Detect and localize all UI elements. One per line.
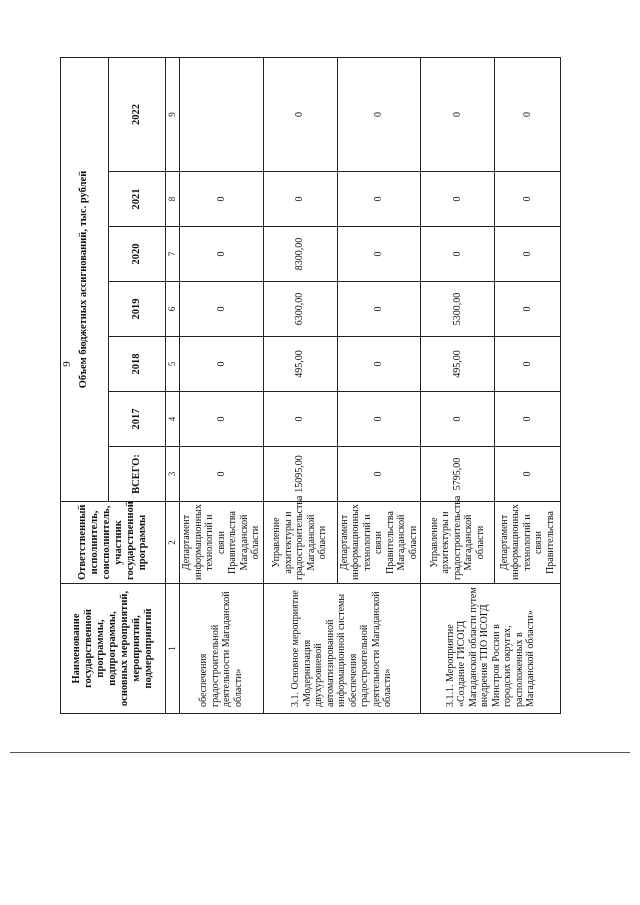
table-row — [263, 58, 337, 714]
value-cell: 0 — [337, 227, 421, 282]
value-cell: 0 — [180, 392, 264, 447]
value-cell: 0 — [180, 227, 264, 282]
header-name: Наименование государственной программы, подпрограммы, основных мероприятий, мероприятий, подмероприятий — [61, 584, 166, 714]
row-executor: Департамент информационных технологий и связи Правительства Магаданской области — [337, 502, 421, 584]
value-cell: 0 — [337, 337, 421, 392]
header-year-2019: 2019 — [109, 282, 166, 337]
page-number: 9 — [61, 361, 73, 367]
value-cell: 0 — [495, 447, 561, 502]
value-cell: 8300,00 — [263, 227, 337, 282]
row-executor: Управление архитектуры и градостроительства Магаданской области — [263, 502, 337, 584]
value-cell: 6300,00 — [263, 282, 337, 337]
header-row-1 — [61, 58, 109, 714]
page-divider-line — [10, 752, 630, 753]
table-row — [421, 58, 495, 714]
index-cell: 1 — [166, 584, 180, 714]
value-cell: 5795,00 — [421, 447, 495, 502]
row-name: 3.1.1. Мероприятие «Создание ГИСОГД Магаданской области путем внедрения ТПО ИСОГД Минстроя России в городских округах, расположенных в Магаданской области» — [421, 584, 561, 714]
index-cell: 4 — [166, 392, 180, 447]
rotated-table-container — [60, 58, 560, 714]
value-cell: 0 — [337, 447, 421, 502]
value-cell: 0 — [337, 58, 421, 172]
value-cell: 5300,00 — [421, 282, 495, 337]
table-row — [180, 58, 264, 714]
row-executor: Департамент информационных технологий и связи Правительства — [495, 502, 561, 584]
header-year-total: ВСЕГО: — [109, 447, 166, 502]
value-cell: 0 — [421, 172, 495, 227]
value-cell: 0 — [495, 227, 561, 282]
value-cell: 0 — [180, 337, 264, 392]
value-cell: 495,00 — [263, 337, 337, 392]
value-cell: 0 — [421, 392, 495, 447]
value-cell: 15095,00 — [263, 447, 337, 502]
value-cell: 0 — [337, 392, 421, 447]
value-cell: 0 — [180, 282, 264, 337]
header-executor: Ответственный исполнитель, соисполнитель, участник государственной программы — [61, 502, 166, 584]
value-cell: 0 — [337, 282, 421, 337]
value-cell: 0 — [495, 172, 561, 227]
value-cell — [180, 58, 264, 172]
index-cell: 9 — [166, 58, 180, 172]
index-cell: 8 — [166, 172, 180, 227]
index-cell: 6 — [166, 282, 180, 337]
value-cell: 0 — [495, 337, 561, 392]
header-budget: Объем бюджетных ассигнований, тыс. рублей — [61, 58, 109, 502]
value-cell: 0 — [337, 172, 421, 227]
budget-table — [60, 57, 561, 714]
index-cell: 7 — [166, 227, 180, 282]
header-year-2022: 2022 — [109, 58, 166, 172]
value-cell: 0 — [180, 447, 264, 502]
value-cell: 0 — [263, 392, 337, 447]
row-name: обеспечения градостроительной деятельности Магаданской области» — [180, 584, 264, 714]
row-name: 3.1. Основное мероприятие «Модернизация двухуровневой автоматизированной информационной системы обеспечения градостроительной деятельности Магаданской области» — [263, 584, 421, 714]
header-year-2018: 2018 — [109, 337, 166, 392]
value-cell: 0 — [421, 227, 495, 282]
value-cell: 0 — [495, 282, 561, 337]
value-cell: 0 — [180, 172, 264, 227]
value-cell: 0 — [495, 58, 561, 172]
header-year-2021: 2021 — [109, 172, 166, 227]
index-cell: 5 — [166, 337, 180, 392]
row-executor: Департамент информационных технологий и связи Правительства Магаданской области — [180, 502, 264, 584]
index-row — [166, 58, 180, 714]
value-cell: 495,00 — [421, 337, 495, 392]
value-cell: 0 — [421, 58, 495, 172]
value-cell: 0 — [263, 58, 337, 172]
value-cell: 0 — [263, 172, 337, 227]
header-year-2020: 2020 — [109, 227, 166, 282]
value-cell: 0 — [495, 392, 561, 447]
index-cell: 2 — [166, 502, 180, 584]
index-cell: 3 — [166, 447, 180, 502]
header-year-2017: 2017 — [109, 392, 166, 447]
row-executor: Управление архитектуры и градостроительства Магаданской области — [421, 502, 495, 584]
